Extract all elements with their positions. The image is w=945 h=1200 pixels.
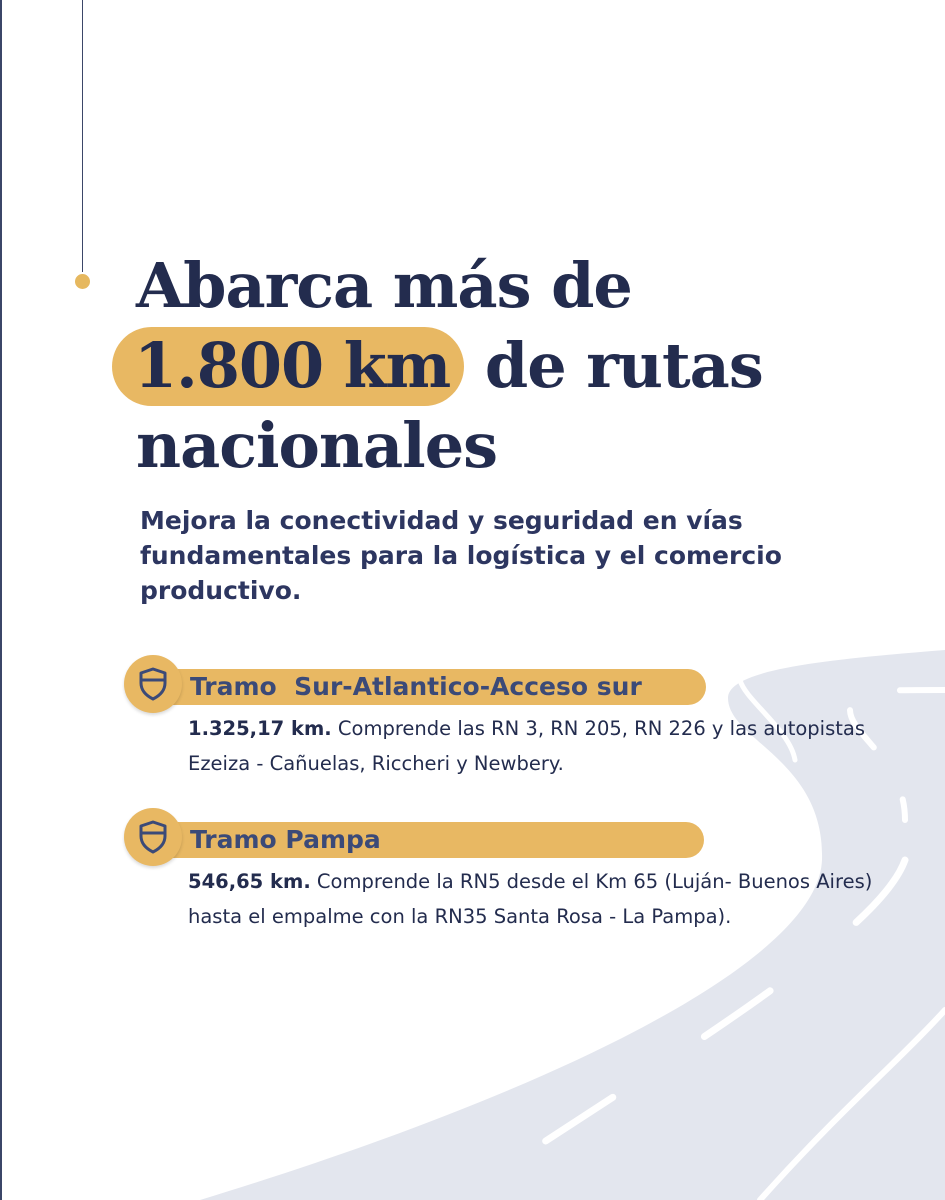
section-title: Tramo Pampa: [190, 825, 381, 854]
section-description: [188, 864, 888, 934]
section-description: [188, 711, 888, 781]
shield-icon: [137, 666, 169, 702]
section-badge: [124, 808, 182, 866]
shield-icon: [137, 819, 169, 855]
title-line-1: Abarca más de: [136, 249, 632, 322]
title-line-2: [136, 326, 763, 406]
section-title: Tramo Sur-Atlantico-Acceso sur: [190, 672, 642, 701]
section-km: 546,65 km.: [188, 870, 311, 893]
section-km: 1.325,17 km.: [188, 717, 332, 740]
main-title: [136, 246, 763, 486]
title-highlight-km: 1.800 km: [112, 327, 464, 406]
section-desc-text: Comprende la RN5 desde el Km 65 (Luján- Buenos Aires) hasta el empalme con la RN35 Santa Rosa - La Pampa).: [188, 870, 873, 928]
title-line-3: nacionales: [136, 409, 498, 482]
section-desc-text: Comprende las RN 3, RN 205, RN 226 y las autopistas Ezeiza - Cañuelas, Riccheri y Newbery.: [188, 717, 865, 775]
section-badge: [124, 655, 182, 713]
subtitle: Mejora la conectividad y seguridad en vías fundamentales para la logística y el comercio productivo.: [140, 506, 782, 605]
title-line-2-rest: de rutas: [464, 329, 763, 402]
